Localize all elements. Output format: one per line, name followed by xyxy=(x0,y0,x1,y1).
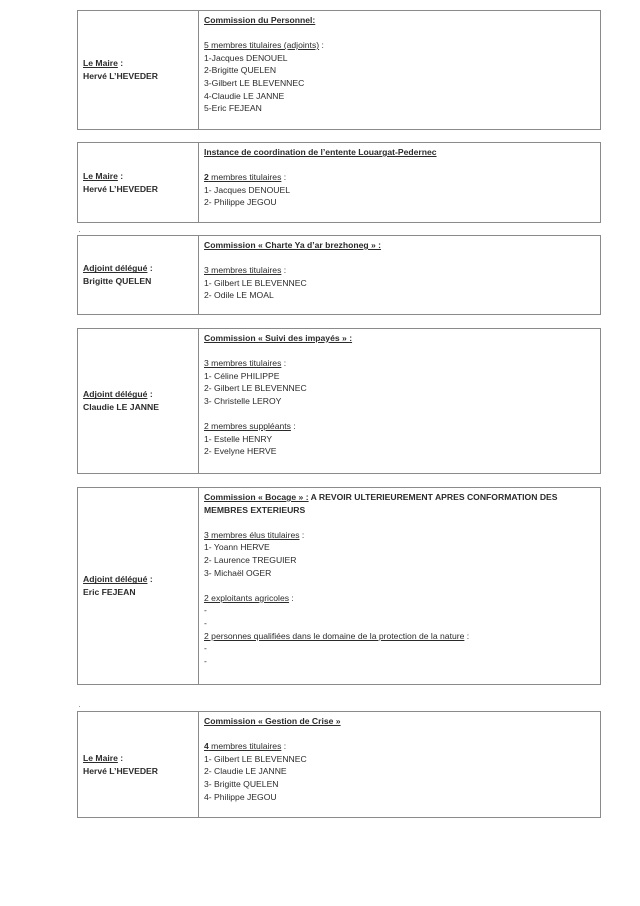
members-cell xyxy=(199,329,600,473)
member-item: - xyxy=(204,655,207,666)
member-group-heading xyxy=(204,740,600,753)
member-item: 3- Brigitte QUELEN xyxy=(204,778,279,789)
delegate-name: Hervé L’HEVEDER xyxy=(83,183,158,194)
member-group-heading xyxy=(204,420,600,433)
member-group-colon: : xyxy=(319,40,324,51)
delegate-role-colon: : xyxy=(117,170,124,181)
delegate-role-label: Adjoint délégué xyxy=(83,574,148,585)
delegate-role xyxy=(83,388,198,401)
member-item: 2- Claudie LE JANNE xyxy=(204,766,287,777)
member-item: 3- Michaël OGER xyxy=(204,567,272,578)
member-group-colon: : xyxy=(281,741,287,752)
member-group-heading xyxy=(204,39,600,52)
member-item: 1-Jacques DENOUEL xyxy=(204,52,288,63)
commission-title xyxy=(204,491,600,504)
commission-table xyxy=(77,711,601,818)
member-group-colon: : xyxy=(290,421,296,432)
delegate-role-colon: : xyxy=(117,752,124,763)
delegate-name: Hervé L’HEVEDER xyxy=(83,71,158,81)
member-item: - xyxy=(204,605,207,616)
commission-title-underlined: Commission du Personnel: xyxy=(204,15,316,25)
member-group-colon: : xyxy=(464,630,470,641)
delegate-role-label: Le Maire xyxy=(83,58,118,69)
member-group-heading xyxy=(204,529,600,542)
member-item: 3- Christelle LEROY xyxy=(204,395,282,406)
spacer xyxy=(204,579,600,592)
member-item: 1- Gilbert LE BLEVENNEC xyxy=(204,753,307,764)
member-group-label: 2 membres suppléants xyxy=(204,421,291,432)
member-group-label: 3 membres titulaires xyxy=(204,358,282,369)
delegate-cell xyxy=(78,236,199,314)
scan-artifact xyxy=(79,706,80,707)
member-count: 2 xyxy=(204,172,209,183)
commission-title-underlined: Commission « Charte Ya d’ar brezhoneg » : xyxy=(204,240,382,250)
member-item: 2- Laurence TREGUIER xyxy=(204,554,297,565)
member-group-heading xyxy=(204,630,600,643)
delegate-cell xyxy=(78,712,199,817)
commission-table xyxy=(77,328,601,474)
spacer xyxy=(204,252,600,265)
spacer xyxy=(204,408,600,421)
commission-title xyxy=(204,239,600,252)
members-cell xyxy=(199,712,600,817)
commission-title-underlined: Commission « Gestion de Crise » xyxy=(204,716,341,726)
member-item: 1- Yoann HERVE xyxy=(204,542,270,553)
member-group-heading xyxy=(204,592,600,605)
member-group-heading xyxy=(204,171,600,184)
member-group-label: 3 membres titulaires xyxy=(204,265,282,276)
commission-title-underlined: Commission « Bocage » : xyxy=(204,492,309,502)
member-group-heading xyxy=(204,357,600,370)
member-group-label: 2 exploitants agricoles xyxy=(204,592,290,603)
scan-artifact xyxy=(79,231,80,232)
delegate-role-colon: : xyxy=(117,58,124,69)
delegate-role-label: Le Maire xyxy=(83,752,118,763)
commission-table xyxy=(77,235,601,315)
member-group-colon: : xyxy=(299,529,305,540)
member-group-label: 3 membres élus titulaires xyxy=(204,529,300,540)
commission-table xyxy=(77,10,601,130)
commission-table xyxy=(77,142,601,223)
commission-table xyxy=(77,487,601,685)
member-item: 4-Claudie LE JANNE xyxy=(204,90,285,101)
commission-title xyxy=(204,146,600,159)
delegate-role xyxy=(83,262,198,275)
delegate-role-colon: : xyxy=(147,574,153,585)
delegate-cell xyxy=(78,488,199,684)
member-item: 1- Estelle HENRY xyxy=(204,433,273,444)
delegate-role xyxy=(83,573,198,586)
member-group-colon: : xyxy=(281,358,287,369)
delegate-name: Hervé L’HEVEDER xyxy=(83,765,158,776)
member-item: 2- Gilbert LE BLEVENNEC xyxy=(204,383,307,394)
member-item: 2- Evelyne HERVE xyxy=(204,446,277,457)
delegate-role-label: Adjoint délégué xyxy=(83,389,148,400)
member-group-label: membres titulaires xyxy=(208,172,282,183)
members-cell xyxy=(199,488,600,684)
delegate-cell xyxy=(78,143,199,222)
delegate-role-colon: : xyxy=(147,389,153,400)
member-item: 2-Brigitte QUELEN xyxy=(204,65,277,76)
member-item: 2- Odile LE MOAL xyxy=(204,290,274,301)
delegate-name: Brigitte QUELEN xyxy=(83,276,152,286)
commission-title xyxy=(204,715,600,728)
commission-title-note: A REVOIR ULTERIEUREMENT APRES CONFORMATION DES xyxy=(308,492,558,502)
spacer xyxy=(204,27,600,40)
spacer xyxy=(204,345,600,358)
member-group-label: 2 personnes qualifiées dans le domaine de la protection de la nature xyxy=(204,630,465,641)
member-item: 3-Gilbert LE BLEVENNEC xyxy=(204,77,305,88)
member-group-colon: : xyxy=(281,265,287,276)
delegate-role xyxy=(83,57,198,70)
member-item: - xyxy=(204,643,207,654)
member-group-heading xyxy=(204,264,600,277)
member-count: 4 xyxy=(204,741,209,752)
member-group-label: membres titulaires xyxy=(208,741,282,752)
members-cell xyxy=(199,236,600,314)
member-group-label: 5 membres titulaires (adjoints) xyxy=(204,40,320,51)
commission-title-underlined: Instance de coordination de l’entente Louargat-Pedernec xyxy=(204,147,437,157)
member-item: 1- Jacques DENOUEL xyxy=(204,184,290,195)
member-item: - xyxy=(204,617,207,628)
commission-title xyxy=(204,14,600,27)
member-item: 1- Gilbert LE BLEVENNEC xyxy=(204,277,307,288)
member-item: 4- Philippe JEGOU xyxy=(204,791,277,802)
delegate-cell xyxy=(78,11,199,129)
member-group-colon: : xyxy=(289,592,294,603)
members-cell xyxy=(199,143,600,222)
delegate-role-colon: : xyxy=(147,263,153,274)
delegate-cell xyxy=(78,329,199,473)
delegate-name: Eric FEJEAN xyxy=(83,587,136,597)
spacer xyxy=(204,159,600,172)
members-cell xyxy=(199,11,600,129)
commission-title-underlined: Commission « Suivi des impayés » : xyxy=(204,333,353,343)
spacer xyxy=(204,728,600,741)
delegate-role-label: Le Maire xyxy=(83,170,118,181)
member-group-colon: : xyxy=(281,172,287,183)
spacer xyxy=(204,516,600,529)
member-item: 5-Eric FEJEAN xyxy=(204,103,262,114)
member-item: 1- Céline PHILIPPE xyxy=(204,370,280,381)
commission-title xyxy=(204,332,600,345)
commission-title-note-line2: MEMBRES EXTERIEURS xyxy=(204,504,306,515)
delegate-role xyxy=(83,170,198,183)
delegate-name: Claudie LE JANNE xyxy=(83,402,159,412)
delegate-role-label: Adjoint délégué xyxy=(83,263,148,274)
delegate-role xyxy=(83,752,198,765)
member-item: 2- Philippe JEGOU xyxy=(204,197,277,208)
